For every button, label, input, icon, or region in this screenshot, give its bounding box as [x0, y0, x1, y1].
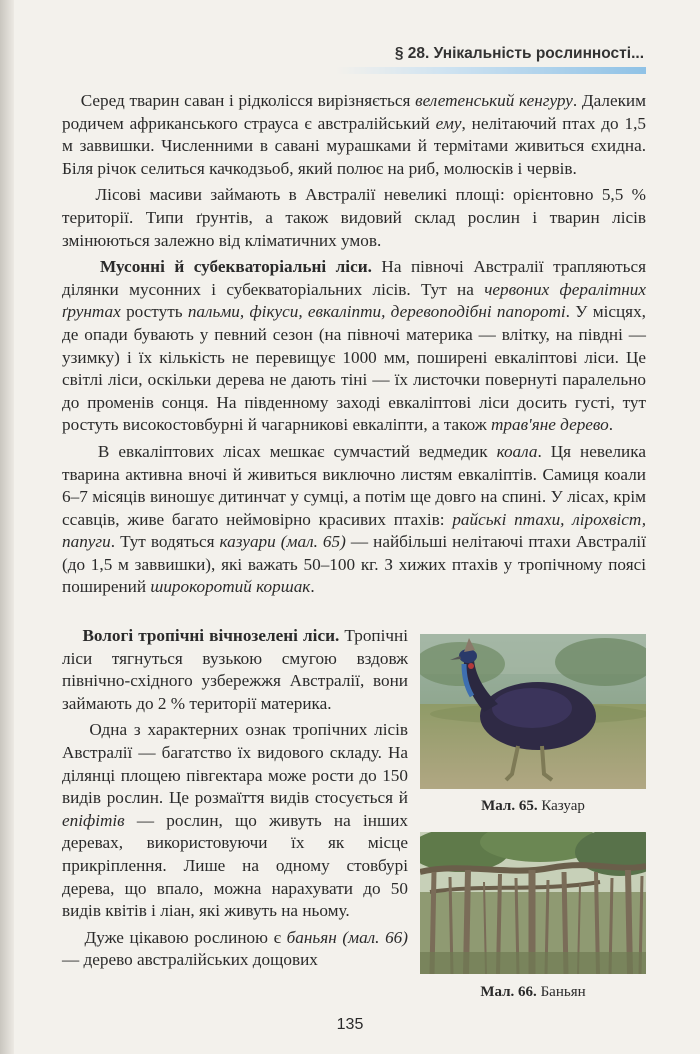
cassowary-photo: [420, 634, 646, 789]
paragraph-eucalyptus-fauna: В евкаліптових лісах мешкає сумчастий ведмедик коала. Ця невелика тварина активна вночі й живиться виключно листям евкаліптів. Самиця коали 6–7 місяців виношує дитинчат у сумці, а потім ще довго на спині. У лісах, крім ссавців, живе багато неймовірно красивих птахів: райські птахи, лірохвіст, папуги. Тут водяться казуари (мал. 65) — найбільші нелітаючі птахи Австралії (до 1,5 м заввишки), які важать 50–100 кг. З хижих птахів у тропічному поясі поширений широкоротий коршак.: [62, 441, 646, 597]
figure-66-caption: Мал. 66. Баньян: [480, 984, 586, 1000]
figure-65-caption: Мал. 65. Казуар: [481, 798, 585, 814]
paragraph-epiphytes: Одна з характерних ознак тропічних лісів Австралії — багатство їх видового складу. На ділянці площею півгектара може рости до 150 видів рослин. Це розмаїття видів стосується й епіфітів — рослин, що живуть на інших деревах, використовуючи їх як місце прикріплення. Лише на одному стовбурі дерева, що впало, можна нарахувати до 50 видів квітів і ліан, які живуть на ньому.: [62, 720, 409, 921]
heading-tropical-forests: Вологі тропічні вічнозелені ліси.: [82, 626, 340, 645]
page-edge-shadow: [0, 0, 14, 1054]
page-header: [336, 44, 646, 76]
header-accent-bar: [336, 67, 646, 74]
banyan-photo: [420, 832, 646, 974]
paragraph-banyan: Дуже цікавою рослиною є баньян (мал. 66) — дерево австралійських дощових: [62, 927, 408, 970]
section-title: § 28. Унікальність рослинності...: [394, 45, 644, 62]
column-text-block: [62, 625, 408, 972]
heading-monsoon-forests: Мусонні й субекваторіальні ліси.: [100, 257, 372, 277]
paragraph-forest-area: Лісові масиви займають в Австралії невеликі площі: орієнтовно 5,5 % території. Типи ґрунтів, а також видовий склад рослин і тварин лісів змінюються залежно від кліматичних умов.: [62, 185, 646, 250]
paragraph-monsoon-forests: Мусонні й субекваторіальні ліси. На півночі Австралії трапляються ділянки мусонних і субекваторіальних лісів. Тут на червоних фералітних ґрунтах ростуть пальми, фікуси, евкаліпти, деревоподібні папороті. У місцях, де опади бувають у певний сезон (на півночі материка — влітку, на півдні — узимку) і їх кількість не перевищує 1000 мм, поширені евкаліптові ліси. Це світлі ліси, оскільки дерева не дають тіні — їх листочки повернуті паралельно до променів сонця. На південному заході евкаліптові ліси досить густі, тут ростуть високостовбурні й чагарникові евкаліпти, а також трав'яне дерево.: [62, 257, 646, 435]
paragraph-tropical-forests: Вологі тропічні вічнозелені ліси. Тропічні ліси тягнуться вузькою смугою вздовж північно-східного узбережжя Австралії, вони займають до 2 % території материка.: [62, 626, 409, 713]
paragraph-savanna-animals: Серед тварин саван і рідколісся вирізняється велетенський кенгуру. Далеким родичем африканського страуса є австралійський ему, нелітаючий птах до 1,5 м заввишки. Численними в савані мурашками й термітами живиться єхидна. Біля річок селиться качкодзьоб, який полює на риб, молюсків і червів.: [62, 91, 647, 178]
main-text-block: [62, 90, 646, 599]
page-number: 135: [336, 1016, 364, 1033]
banyan-illustration: [420, 832, 646, 974]
cassowary-illustration: [420, 634, 646, 789]
